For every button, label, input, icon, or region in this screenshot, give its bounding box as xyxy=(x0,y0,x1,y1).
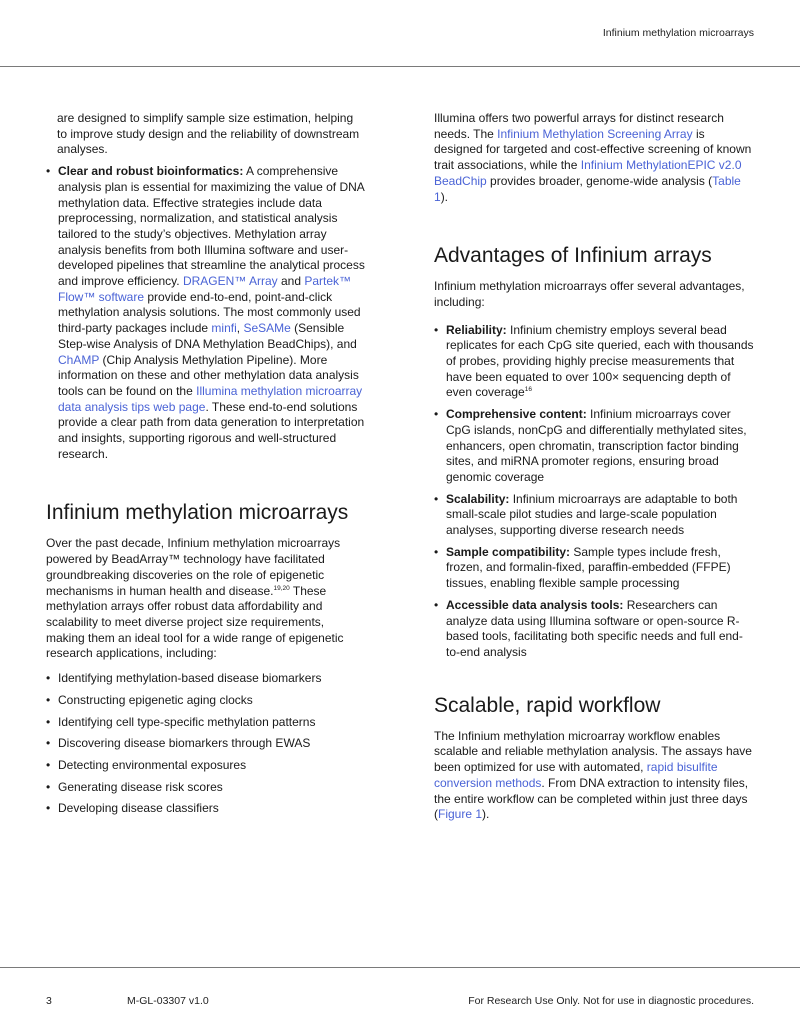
footer-divider xyxy=(0,967,800,968)
application-item: • Developing disease classifiers xyxy=(46,801,366,817)
screening-array-link[interactable]: Infinium Methylation Screening Array xyxy=(497,126,693,141)
advantages-intro: Infinium methylation microarrays offer several advantages, including: xyxy=(434,279,745,309)
bioinformatics-comma: , xyxy=(236,321,244,336)
section-title-advantages: Advantages of Infinium arrays xyxy=(434,244,712,268)
workflow-paragraph xyxy=(434,729,756,823)
advantage-label: Sample compatibility: xyxy=(446,544,571,559)
arrays-intro-paragraph xyxy=(434,111,756,205)
right-column xyxy=(434,111,756,823)
bioinformatics-text-5: . These end-to-end solutions provide a clear path from data generation to interpretation and insights, supporting rigorous and well-structured research. xyxy=(58,399,365,461)
epic-beadchip-link[interactable]: Infinium MethylationEPIC v2.0 BeadChip xyxy=(434,158,742,188)
arrays-intro-text-1: Illumina offers two powerful arrays for distinct research needs. The xyxy=(434,111,724,141)
arrays-intro-text-3: provides broader, genome-wide analysis ( xyxy=(486,173,713,188)
application-item: • Constructing epigenetic aging clocks xyxy=(46,693,366,709)
citation-superscript: 16 xyxy=(524,386,532,394)
advantage-label: Comprehensive content: xyxy=(446,407,587,422)
microarrays-paragraph-a: Over the past decade, Infinium methylation microarrays powered by BeadArray™ technology have facilitated groundbreaking discoveries on the role of epigenetic mechanisms in human health and disease. xyxy=(46,536,341,598)
application-item: • Detecting environmental exposures xyxy=(46,758,366,774)
bioinformatics-text-4: (Chip Analysis Methylation Pipeline). More information on these and other methylation data analysis tools can be found on the xyxy=(58,352,359,398)
bioinformatics-text-2: provide end-to-end, point-and-click methylation analysis solutions. The most commonly used third-party packages include xyxy=(58,289,361,336)
advantage-item xyxy=(434,598,756,661)
advantage-text: Sample types include fresh, frozen, and formalin-fixed, paraffin-embedded (FFPE) tissues, enabling flexible sample processing xyxy=(446,544,731,591)
footer-disclaimer: For Research Use Only. Not for use in diagnostic procedures. xyxy=(468,995,754,1007)
bioinformatics-text-1: A comprehensive analysis plan is essential for maximizing the value of DNA methylation data. Effective strategies include data preprocessing, normalization, and statistical analysis tailored to the study’s objectives. Methylation array analysis benefits from both Illumina software and user-developed pipelines that streamline the analytical process and improve efficiency. xyxy=(58,164,365,289)
arrays-intro-text-2: is designed for targeted and cost-effective screening of known trait associations, while the xyxy=(434,126,752,173)
application-item: • Identifying cell type-specific methylation patterns xyxy=(46,715,366,731)
sesame-link[interactable]: SeSAMe xyxy=(243,321,291,336)
page-header xyxy=(0,0,800,67)
figure-1-link[interactable]: Figure 1 xyxy=(438,807,483,822)
citation-superscript: 19,20 xyxy=(273,584,290,592)
advantage-label: Scalability: xyxy=(446,491,510,506)
intro-continuation: are designed to simplify sample size estimation, helping to improve study design and the reliability of downstream analyses. xyxy=(57,111,360,157)
bioinformatics-text-and: and xyxy=(277,274,305,289)
advantage-item xyxy=(434,407,756,486)
champ-link[interactable]: ChAMP xyxy=(58,352,100,367)
application-item: • Discovering disease biomarkers through EWAS xyxy=(46,736,366,752)
table-1-link[interactable]: Table 1 xyxy=(434,173,741,204)
application-item: • Identifying methylation-based disease biomarkers xyxy=(46,671,366,687)
section-title-microarrays: Infinium methylation microarrays xyxy=(46,501,349,525)
bioinformatics-list xyxy=(46,164,366,462)
advantage-item xyxy=(434,545,756,592)
workflow-text-1: The Infinium methylation microarray workflow enables scalable and reliable methylation analysis. The assays have been optimized for use with automated, xyxy=(434,728,752,775)
analysis-tips-link[interactable]: Illumina methylation microarray data analysis tips web page xyxy=(58,383,363,414)
bioinformatics-item xyxy=(46,164,366,462)
advantage-label: Accessible data analysis tools: xyxy=(446,597,624,612)
application-item: • Generating disease risk scores xyxy=(46,780,366,796)
dragen-array-link[interactable]: DRAGEN™ Array xyxy=(182,274,278,289)
applications-list xyxy=(46,671,366,817)
section-title-workflow: Scalable, rapid workflow xyxy=(434,693,661,717)
bisulfite-conversion-link[interactable]: rapid bisulfite conversion methods xyxy=(434,760,718,790)
partek-flow-link[interactable]: Partek™ Flow™ software xyxy=(58,274,352,304)
bioinformatics-text-3: (Sensible Step-wise Analysis of DNA Methylation BeadChips), and xyxy=(58,321,357,351)
advantage-text: Researchers can analyze data using Illumina software or open-source R-based tools, facilitating both specific needs and full end-to-end analysis xyxy=(446,597,743,659)
document-id: M-GL-03307 v1.0 xyxy=(127,995,209,1007)
header-title: Infinium methylation microarrays xyxy=(602,27,754,39)
advantage-item xyxy=(434,323,756,402)
bioinformatics-label: Clear and robust bioinformatics: xyxy=(58,164,244,179)
advantage-item xyxy=(434,492,756,539)
arrays-intro-text-4: ). xyxy=(440,189,449,204)
advantages-list xyxy=(434,323,756,661)
workflow-text-2: . From DNA extraction to intensity files, the entire workflow can be completed within just three days ( xyxy=(434,775,749,822)
microarrays-paragraph-b: These methylation arrays offer robust data affordability and scalability to meet diverse project size requirements, making them an ideal tool for a wide range of epigenetic research applications, including: xyxy=(46,583,344,661)
microarrays-paragraph xyxy=(46,536,366,662)
advantage-text: Infinium chemistry employs several bead replicates for each CpG site queried, each with thousands of probes, providing highly precise measurements that have been equated to over 100× sequencing depth of even coverage xyxy=(446,322,754,400)
minfi-link[interactable]: minfi xyxy=(211,321,237,336)
advantage-label: Reliability: xyxy=(446,322,507,337)
page-number: 3 xyxy=(46,995,52,1007)
advantage-text: Infinium microarrays cover CpG islands, nonCpG and differentially methylated sites, enhancers, open chromatin, transcription factor binding sites, and miRNA promoter regions, ensuring broad genomic coverage xyxy=(446,407,747,484)
workflow-text-3: ). xyxy=(482,807,490,822)
advantage-text: Infinium microarrays are adaptable to both small-scale pilot studies and large-scale population analyses, supporting diverse research needs xyxy=(446,491,738,538)
left-column xyxy=(46,111,366,817)
